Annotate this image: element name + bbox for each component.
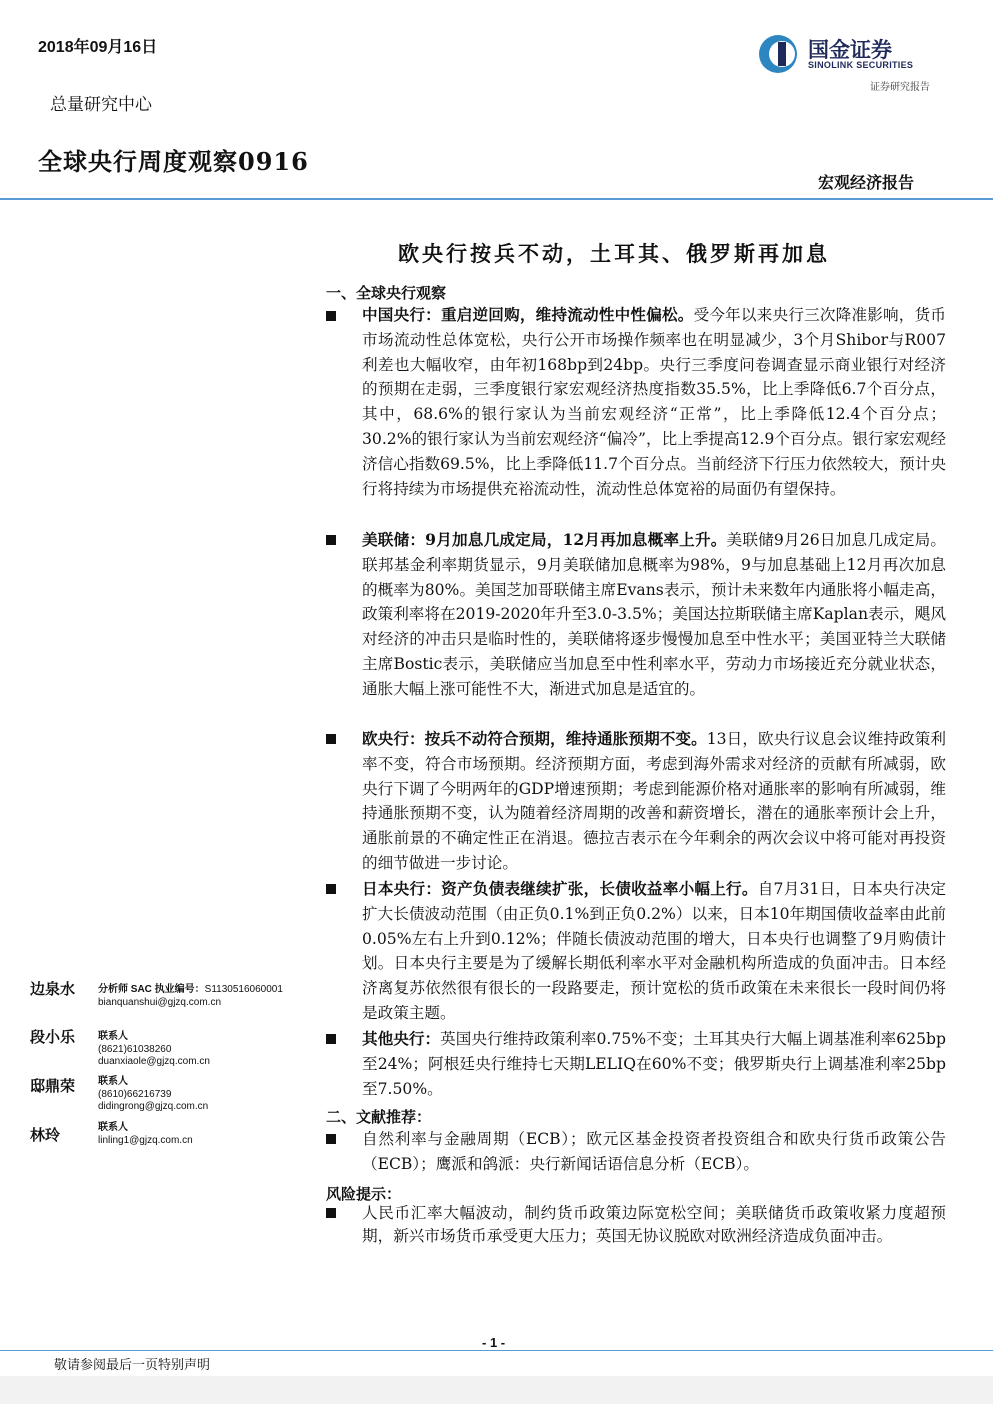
author-info <box>98 1122 193 1147</box>
department: 总量研究中心 <box>50 95 152 115</box>
bullet-icon <box>326 1208 336 1218</box>
author-phone: (8621)61038260 <box>98 1043 172 1055</box>
author-label: 联系人 <box>98 1076 128 1087</box>
headline: 欧央行按兵不动，土耳其、俄罗斯再加息 <box>398 241 830 266</box>
footer-band <box>0 1376 993 1404</box>
bullet-icon <box>326 734 336 744</box>
item-text: 受今年以来央行三次降准影响，货币市场流动性总体宽松，央行公开市场操作频率也在明显减少，3个月Shibor与R007利差也大幅收窄，由年初168bp到24bp。央行三季度问卷调查显示商业银行对经济的预期在走弱，三季度银行家宏观经济热度指数35.5%，比上季降低6.7个百分点，其中，68.6%的银行家认为当前宏观经济“正常”，比上季降低12.4个百分点；30.2%的银行家认为当前宏观经济“偏冷”，比上季提高12.9个百分点。银行家宏观经济信心指数69.5%，比上季降低11.7个百分点。当前经济下行压力依然较大，预计央行将持续为市场提供充裕流动性，流动性总体宽裕的局面仍有望保持。 <box>362 306 946 498</box>
report-date: 2018年09月16日 <box>38 39 158 56</box>
item-risk <box>362 1202 946 1248</box>
item-lead: 美联储：9月加息几成定局，12月再加息概率上升。 <box>362 530 727 549</box>
footer-disclaimer: 敬请参阅最后一页特别声明 <box>54 1358 211 1373</box>
report-type: 宏观经济报告 <box>818 173 915 192</box>
item-fed <box>362 528 946 702</box>
bullet-icon <box>326 1034 336 1044</box>
section-heading-literature: 二、文献推荐： <box>326 1108 432 1126</box>
bullet-icon <box>326 311 336 321</box>
author-name: 邸鼎荣 <box>30 1077 76 1095</box>
bullet-icon <box>326 1134 336 1144</box>
page-number: - 1 - <box>482 1335 506 1350</box>
item-lead: 欧央行：按兵不动符合预期，维持通胀预期不变。 <box>362 729 707 748</box>
report-title: 全球央行周度观察0916 <box>38 147 309 176</box>
author-info <box>98 1031 210 1069</box>
author-phone: (8610)66216739 <box>98 1088 172 1100</box>
author-name: 林玲 <box>30 1126 61 1144</box>
logo-text-en: SINOLINK SECURITIES <box>808 60 914 70</box>
item-text: 自然利率与金融周期（ECB）；欧元区基金投资者投资组合和欧央行货币政策公告（ECB）；鹰派和鸽派：央行新闻话语信息分析（ECB）。 <box>362 1130 946 1173</box>
author-email[interactable]: linling1@gjzq.com.cn <box>98 1134 193 1146</box>
bullet-icon <box>326 535 336 545</box>
item-lead: 日本央行：资产负债表继续扩张，长债收益率小幅上行。 <box>362 879 758 898</box>
item-text: 13日，欧央行议息会议维持政策利率不变，符合市场预期。经济预期方面，考虑到海外需求对经济的贡献有所减弱，欧央行下调了今明两年的GDP增速预期；考虑到能源价格对通胀率的影响有所减弱，维持通胀预期不变，认为随着经济周期的改善和薪资增长，潜在的通胀率预计会上升，通胀前景的不确定性正在消退。德拉吉表示在今年剩余的两次会议中将可能对再投资的细节做进一步讨论。 <box>362 730 946 872</box>
author-name: 边泉水 <box>30 980 76 998</box>
item-text: 英国央行维持政策利率0.75%不变；土耳其央行大幅上调基准利率625bp至24%；阿根廷央行维持七天期LELIQ在60%不变；俄罗斯央行上调基准利率25bp至7.50%。 <box>362 1030 946 1098</box>
author-email[interactable]: didingrong@gjzq.com.cn <box>98 1101 209 1112</box>
author-email[interactable]: duanxiaole@gjzq.com.cn <box>98 1056 210 1067</box>
author-info <box>98 1076 208 1114</box>
footer-divider <box>0 1350 993 1351</box>
author-label: 联系人 <box>98 1031 128 1042</box>
bullet-icon <box>326 884 336 894</box>
section-heading-central-banks: 一、全球央行观察 <box>326 284 447 302</box>
item-ecb <box>362 727 946 876</box>
author-name: 段小乐 <box>30 1028 76 1046</box>
item-text: 人民币汇率大幅波动，制约货币政策边际宽松空间；美联储货币政策收紧力度超预期，新兴市场货币承受更大压力；英国无协议脱欧对欧洲经济造成负面冲击。 <box>362 1204 946 1245</box>
logo-text-cn: 国金证券 <box>808 38 892 62</box>
item-china <box>362 303 946 501</box>
author-label: 分析师 SAC 执业编号： <box>98 984 205 995</box>
author-label: 联系人 <box>98 1122 128 1133</box>
author-info <box>98 984 283 1009</box>
section-heading-risk: 风险提示： <box>326 1185 402 1203</box>
item-lead: 中国央行：重启逆回购，维持流动性中性偏松。 <box>362 305 694 324</box>
item-text: 自7月31日，日本央行决定扩大长债波动范围（由正负0.1%到正负0.2%）以来，日本10年期国债收益率由此前0.05%左右上升到0.12%；伴随长债波动范围的增大，日本央行也调整了9月购债计划。日本央行主要是为了缓解长期低利率水平对金融机构所造成的负面冲击。日本经济离复苏依然很有很长的一段路要走，预计宽松的货币政策在未来很长一段时间仍将是政策主题。 <box>362 880 946 1022</box>
author-sac-id: S1130516060001 <box>204 984 283 995</box>
item-lead: 其他央行： <box>362 1029 441 1048</box>
logo-subtitle: 证券研究报告 <box>870 82 930 93</box>
item-text: 美联储9月26日加息几成定局。联邦基金利率期货显示，9月美联储加息概率为98%，9与加息基础上12月再次加息的概率为80%。美国芝加哥联储主席Evans表示，预计未来数年内通胀将小幅走高，政策利率将在2019-2020年升至3.0-3.5%；美国达拉斯联储主席Kaplan表示，飓风对经济的冲击只是临时性的，美联储将逐步慢慢加息至中性水平；美国亚特兰大联储主席Bostic表示，美联储应当加息至中性利率水平，劳动力市场接近充分就业状态，通胀大幅上涨可能性不大，渐进式加息是适宜的。 <box>362 531 946 698</box>
item-boj <box>362 877 946 1026</box>
header-divider <box>0 198 993 200</box>
item-others <box>362 1027 946 1101</box>
author-email[interactable]: bianquanshui@gjzq.com.cn <box>98 996 222 1008</box>
item-literature <box>362 1127 946 1177</box>
